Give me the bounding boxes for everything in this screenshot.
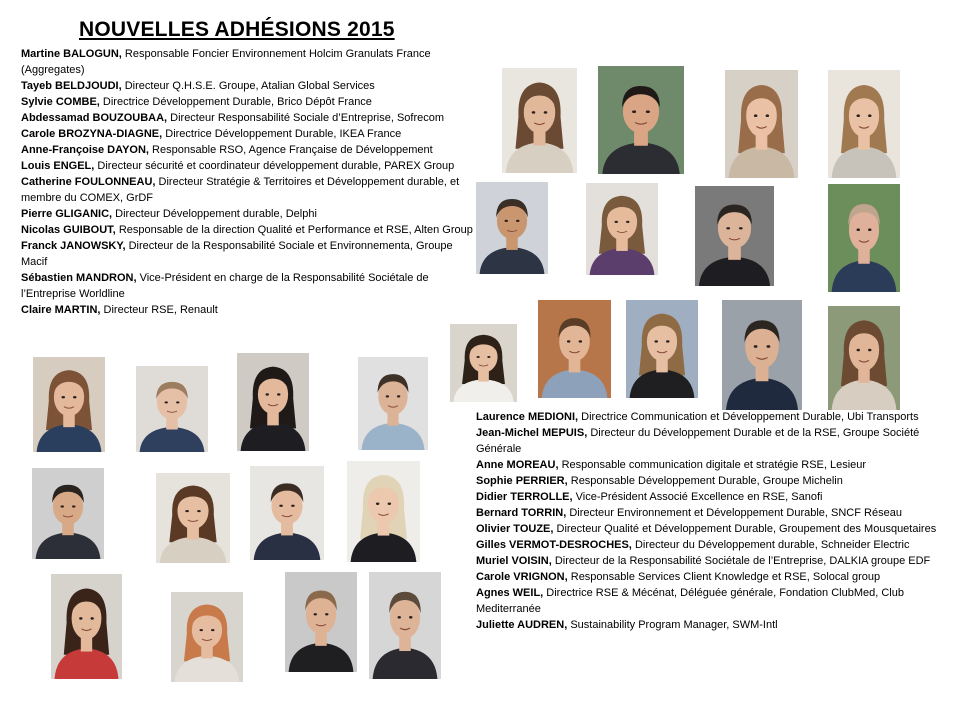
portrait-icon <box>828 306 900 410</box>
portrait-icon <box>725 70 798 178</box>
portrait-photo <box>51 574 122 679</box>
portrait-photo <box>136 366 208 452</box>
portrait-icon <box>33 357 105 452</box>
member-role: Directrice Communication et Développement Durable, Ubi Transports <box>581 411 919 423</box>
member-name: Pierre GLIGANIC, <box>21 208 113 220</box>
portrait-photo <box>725 70 798 178</box>
member-name: Catherine FOULONNEAU, <box>21 176 156 188</box>
portrait-photo <box>626 300 698 398</box>
member-entry <box>476 521 946 537</box>
member-entry <box>476 569 946 585</box>
member-role: Vice-Président en charge de la Responsabilité Sociétale de l’Entreprise Worldline <box>21 272 429 300</box>
member-name: Sylvie COMBE, <box>21 96 100 108</box>
member-name: Tayeb BELDJOUDI, <box>21 80 122 92</box>
member-role: Directrice RSE & Mécénat, Déléguée générale, Fondation ClubMed, Club Mediterranée <box>476 587 904 615</box>
portrait-photo <box>450 324 517 402</box>
member-name: Anne MOREAU, <box>476 459 559 471</box>
member-entry <box>21 110 481 126</box>
portrait-photo <box>502 68 577 173</box>
member-role: Directeur sécurité et coordinateur développement durable, PAREX Group <box>97 160 455 172</box>
portrait-photo <box>250 466 324 560</box>
member-role: Directrice Développement Durable, IKEA France <box>165 128 402 140</box>
member-name: Jean-Michel MEPUIS, <box>476 427 588 439</box>
member-role: Responsable Services Client Knowledge et RSE, Solocal group <box>570 571 881 583</box>
portrait-icon <box>586 183 658 275</box>
member-role: Directeur de la Responsabilité Sociale et Environnementa, Groupe Macif <box>21 240 453 268</box>
portrait-icon <box>171 592 243 682</box>
portrait-photo <box>538 300 611 398</box>
member-list-right <box>476 409 946 633</box>
portrait-photo <box>828 184 900 292</box>
member-entry <box>21 238 481 270</box>
member-entry <box>21 270 481 302</box>
member-entry <box>476 473 946 489</box>
member-entry <box>21 206 481 222</box>
member-name: Agnes WEIL, <box>476 587 544 599</box>
portrait-photo <box>695 186 774 286</box>
member-name: Didier TERROLLE, <box>476 491 573 503</box>
portrait-icon <box>598 66 684 174</box>
member-name: Franck JANOWSKY, <box>21 240 126 252</box>
member-name: Anne-Françoise DAYON, <box>21 144 149 156</box>
portrait-icon <box>538 300 611 398</box>
member-role: Responsable de la direction Qualité et Performance et RSE, Alten Group <box>118 224 473 236</box>
member-entry <box>476 585 946 617</box>
member-name: Bernard TORRIN, <box>476 507 567 519</box>
member-name: Sophie PERRIER, <box>476 475 568 487</box>
portrait-icon <box>828 184 900 292</box>
portrait-icon <box>502 68 577 173</box>
portrait-icon <box>450 324 517 402</box>
portrait-photo <box>171 592 243 682</box>
portrait-photo <box>722 300 802 410</box>
member-entry <box>21 142 481 158</box>
member-entry <box>21 46 481 78</box>
portrait-icon <box>722 300 802 410</box>
member-role: Directeur Développement durable, Delphi <box>115 208 317 220</box>
member-role: Directeur Responsabilité Sociale d’Entreprise, Sofrecom <box>170 112 445 124</box>
member-name: Claire MARTIN, <box>21 304 101 316</box>
portrait-icon <box>156 473 230 563</box>
member-role: Directeur Qualité et Développement Durable, Groupement des Mousquetaires <box>556 523 937 535</box>
portrait-icon <box>32 468 104 559</box>
member-role: Responsable Développement Durable, Groupe Michelin <box>570 475 843 487</box>
member-name: Louis ENGEL, <box>21 160 95 172</box>
member-role: Vice-Président Associé Excellence en RSE, Sanofi <box>575 491 823 503</box>
member-entry <box>476 617 946 633</box>
portrait-icon <box>51 574 122 679</box>
portrait-photo <box>237 353 309 451</box>
member-role: Responsable communication digitale et stratégie RSE, Lesieur <box>561 459 867 471</box>
member-name: Martine BALOGUN, <box>21 48 122 60</box>
portrait-photo <box>828 306 900 410</box>
member-name: Abdessamad BOUZOUBAA, <box>21 112 168 124</box>
member-entry <box>21 222 481 238</box>
member-name: Olivier TOUZE, <box>476 523 554 535</box>
member-entry <box>476 553 946 569</box>
member-role: Directeur du Développement Durable et de la RSE, Groupe Société Générale <box>476 427 920 455</box>
portrait-photo <box>285 572 357 672</box>
portrait-photo <box>358 357 428 450</box>
member-name: Laurence MEDIONI, <box>476 411 579 423</box>
portrait-photo <box>828 70 900 178</box>
portrait-icon <box>285 572 357 672</box>
member-name: Gilles VERMOT-DESROCHES, <box>476 539 632 551</box>
member-name: Carole BROZYNA-DIAGNE, <box>21 128 163 140</box>
member-list-left <box>21 46 481 318</box>
member-entry <box>21 94 481 110</box>
portrait-photo <box>347 461 420 562</box>
member-name: Carole VRIGNON, <box>476 571 568 583</box>
member-entry <box>21 158 481 174</box>
member-entry <box>476 409 946 425</box>
member-role: Directeur Environnement et Développement Durable, SNCF Réseau <box>569 507 902 519</box>
member-role: Sustainability Program Manager, SWM-Intl <box>570 619 778 631</box>
member-role: Directeur Q.H.S.E. Groupe, Atalian Global Services <box>124 80 375 92</box>
member-role: Directeur Stratégie & Territoires et Développement durable, et membre du COMEX, GrDF <box>21 176 460 204</box>
portrait-photo <box>598 66 684 174</box>
portrait-icon <box>136 366 208 452</box>
member-role: Directeur de la Responsabilité Sociétale de l’Entreprise, DALKIA groupe EDF <box>554 555 931 567</box>
portrait-icon <box>476 182 548 274</box>
member-role: Responsable RSO, Agence Française de Développement <box>152 144 433 156</box>
portrait-photo <box>369 572 441 679</box>
member-entry <box>21 78 481 94</box>
member-entry <box>21 302 481 318</box>
member-entry <box>476 457 946 473</box>
member-name: Muriel VOISIN, <box>476 555 552 567</box>
member-entry <box>476 505 946 521</box>
portrait-icon <box>369 572 441 679</box>
member-role: Directrice Développement Durable, Brico Dépôt France <box>102 96 372 108</box>
member-role: Responsable Foncier Environnement Holcim Granulats France (Aggregates) <box>21 48 431 76</box>
portrait-icon <box>237 353 309 451</box>
portrait-icon <box>626 300 698 398</box>
portrait-icon <box>347 461 420 562</box>
portrait-photo <box>586 183 658 275</box>
portrait-photo <box>33 357 105 452</box>
portrait-icon <box>250 466 324 560</box>
portrait-icon <box>358 357 428 450</box>
portrait-photo <box>476 182 548 274</box>
member-name: Sébastien MANDRON, <box>21 272 137 284</box>
member-entry <box>21 126 481 142</box>
portrait-photo <box>32 468 104 559</box>
member-entry <box>476 537 946 553</box>
member-role: Directeur RSE, Renault <box>103 304 218 316</box>
portrait-icon <box>828 70 900 178</box>
member-entry <box>476 489 946 505</box>
member-role: Directeur du Développement durable, Schneider Electric <box>634 539 910 551</box>
member-name: Nicolas GUIBOUT, <box>21 224 116 236</box>
portrait-photo <box>156 473 230 563</box>
member-entry <box>476 425 946 457</box>
member-name: Juliette AUDREN, <box>476 619 568 631</box>
member-entry <box>21 174 481 206</box>
page-title: NOUVELLES ADHÉSIONS 2015 <box>79 18 395 41</box>
portrait-icon <box>695 186 774 286</box>
